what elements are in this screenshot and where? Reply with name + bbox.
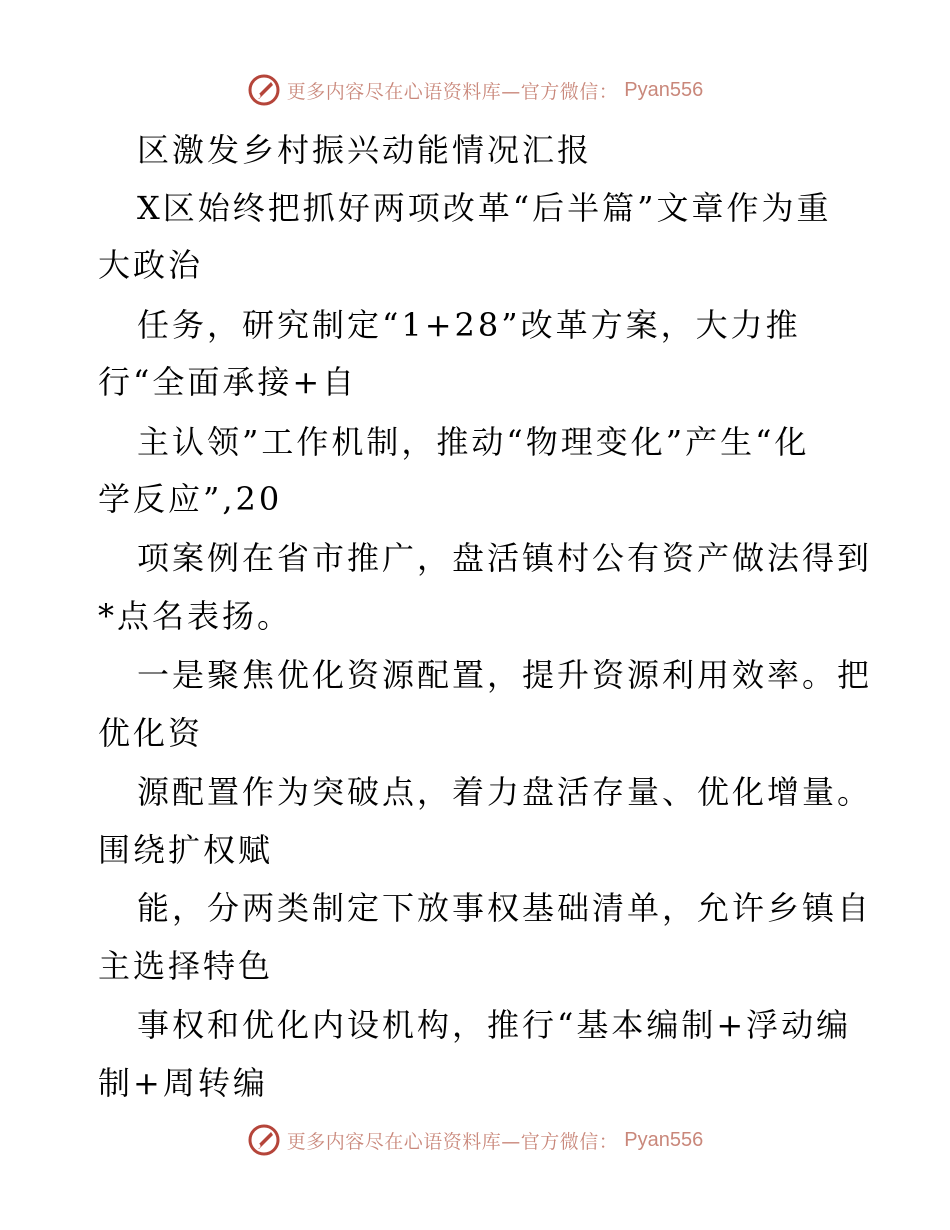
paragraph-line: 任务，研究制定“1+28”改革方案，大力推 (137, 306, 801, 344)
paragraph-line: 项案例在省市推广，盘活镇村公有资产做法得到 (137, 539, 873, 577)
watermark-text: 更多内容尽在心语资料库—官方微信： (286, 80, 619, 103)
paragraph-line: 事权和优化内设机构，推行“基本编制+浮动编 (137, 1006, 852, 1044)
paragraph-line: 优化资 (98, 714, 204, 752)
watermark-wechat-id: Pyan556 (624, 78, 704, 101)
paragraph-line: 能，分两类制定下放事权基础清单，允许乡镇自 (137, 889, 873, 927)
paragraph-line: 主选择特色 (98, 947, 274, 985)
footer-watermark (0, 1120, 950, 1160)
paragraph-line: X区始终把抓好两项改革“后半篇”文章作为重 (137, 189, 832, 227)
document-title-line: 区激发乡村振兴动能情况汇报 (137, 131, 593, 169)
paragraph-line: 学反应”,20 (98, 480, 283, 518)
paragraph-line: *点名表扬。 (98, 597, 293, 635)
paragraph-line: 一是聚焦优化资源配置，提升资源利用效率。把 (137, 656, 873, 694)
paragraph-line: 围绕扩权赋 (98, 831, 274, 869)
header-watermark (0, 70, 950, 110)
watermark-text: 更多内容尽在心语资料库—官方微信： (286, 1130, 619, 1153)
paragraph-line: 行“全面承接+自 (98, 363, 358, 401)
watermark-wechat-id: Pyan556 (624, 1128, 704, 1151)
paragraph-line: 主认领”工作机制，推动“物理变化”产生“化 (137, 423, 810, 461)
paragraph-line: 源配置作为突破点，着力盘活存量、优化增量。 (137, 773, 873, 811)
quill-logo-icon (247, 73, 281, 107)
paragraph-line: 大政治 (98, 246, 204, 284)
paragraph-line: 制+周转编 (98, 1064, 268, 1102)
quill-logo-icon (247, 1123, 281, 1157)
